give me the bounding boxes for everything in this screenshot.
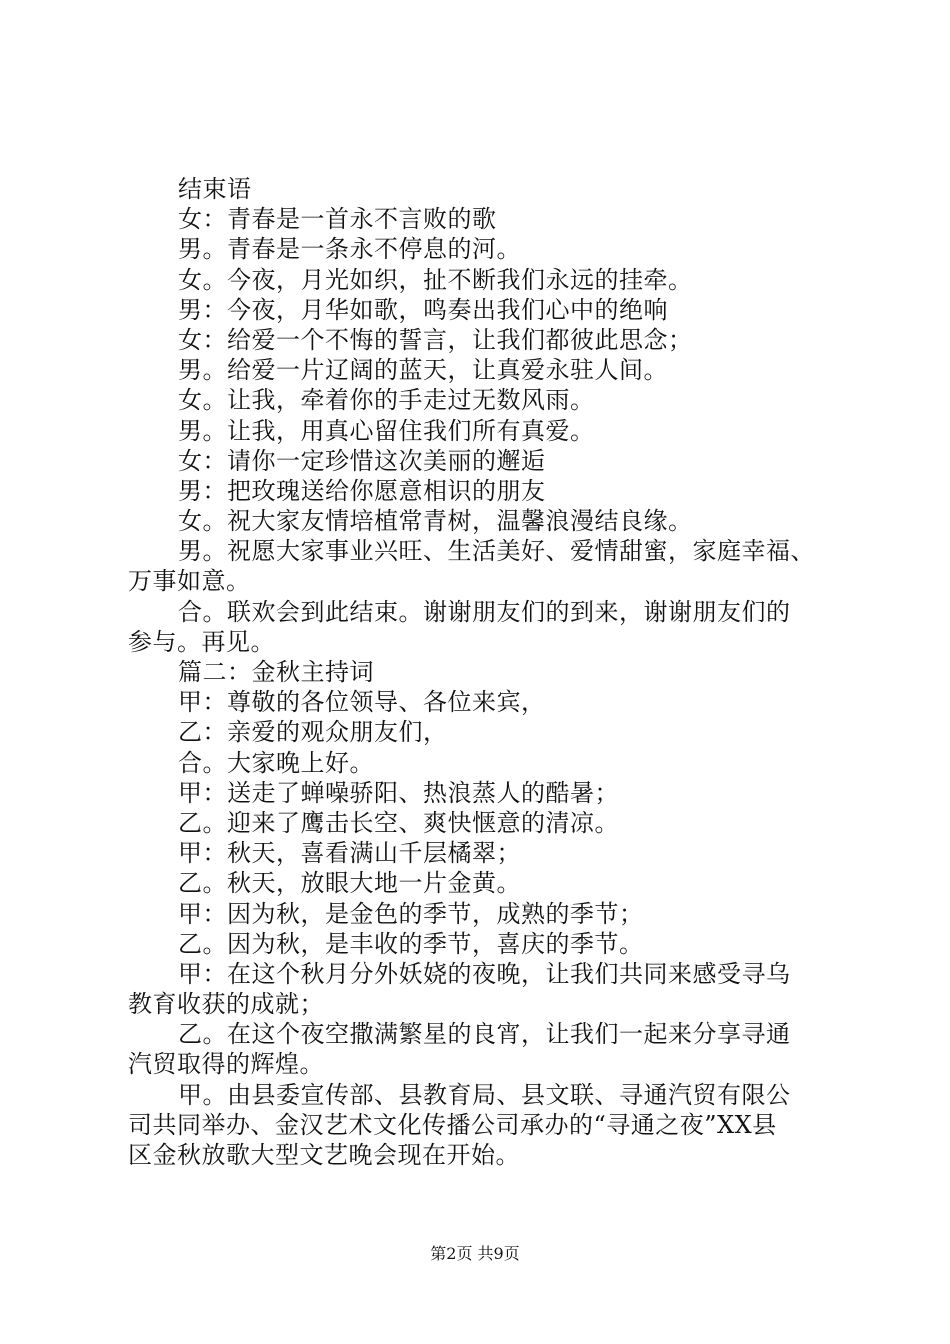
text-line: 乙。在这个夜空撒满繁星的良宵，让我们一起来分享寻通: [178, 1020, 791, 1049]
text-line: 甲：送走了蝉噪骄阳、热浪蒸人的酷暑；: [178, 778, 619, 807]
text-line-continued: 万事如意。: [128, 567, 251, 596]
text-line: 女：给爱一个不悔的誓言，让我们都彼此思念；: [178, 325, 693, 354]
page-number-footer: 第2页 共9页: [430, 1244, 520, 1263]
text-line: 男。给爱一片辽阔的蓝天，让真爱永驻人间。: [178, 356, 668, 385]
text-line: 乙。秋天，放眼大地一片金黄。: [178, 869, 521, 898]
text-line: 男。青春是一条永不停息的河。: [178, 235, 521, 264]
section-heading: 篇二：金秋主持词: [178, 658, 374, 686]
text-line: 女：请你一定珍惜这次美丽的邂逅: [178, 446, 546, 475]
text-line: 甲：在这个秋月分外妖娆的夜晚，让我们共同来感受寻乌: [178, 959, 791, 988]
text-line-continued: 教育收获的成就；: [128, 990, 324, 1019]
text-line-continued: 参与。再见。: [128, 627, 275, 656]
text-line: 合。大家晚上好。: [178, 748, 374, 777]
text-line: 女。让我，牵着你的手走过无数风雨。: [178, 386, 595, 415]
text-line: 甲：因为秋，是金色的季节，成熟的季节；: [178, 899, 644, 928]
text-line: 甲：尊敬的各位领导、各位来宾，: [178, 688, 546, 717]
section-heading: 结束语: [178, 175, 252, 203]
text-line-continued: 区金秋放歌大型文艺晚会现在开始。: [128, 1141, 520, 1169]
text-line: 男：把玫瑰送给你愿意相识的朋友: [178, 476, 546, 505]
text-line: 合。联欢会到此结束。谢谢朋友们的到来，谢谢朋友们的: [178, 597, 791, 626]
text-line: 乙。迎来了鹰击长空、爽快惬意的清凉。: [178, 808, 619, 837]
text-line-continued: 汽贸取得的辉煌。: [128, 1050, 324, 1079]
text-line: 甲。由县委宣传部、县教育局、县文联、寻通汽贸有限公: [178, 1080, 791, 1109]
text-line: 乙：亲爱的观众朋友们，: [178, 718, 448, 747]
text-line: 甲：秋天，喜看满山千层橘翠；: [178, 839, 521, 868]
text-line: 男。祝愿大家事业兴旺、生活美好、爱情甜蜜，家庭幸福、: [178, 537, 815, 566]
text-line: 女。祝大家友情培植常青树，温馨浪漫结良缘。: [178, 507, 693, 536]
text-line: 男：今夜，月华如歌，鸣奏出我们心中的绝响: [178, 295, 668, 324]
body-text: [128, 174, 838, 1170]
text-line-continued: 司共同举办、金汉艺术文化传播公司承办的“寻通之夜”XX县: [128, 1110, 777, 1139]
text-line: 女。今夜，月光如织，扯不断我们永远的挂牵。: [178, 265, 693, 294]
text-line: 乙。因为秋，是丰收的季节，喜庆的季节。: [178, 929, 644, 958]
text-line: 男。让我，用真心留住我们所有真爱。: [178, 416, 595, 445]
text-line: 女：青春是一首永不言败的歌: [178, 205, 497, 234]
